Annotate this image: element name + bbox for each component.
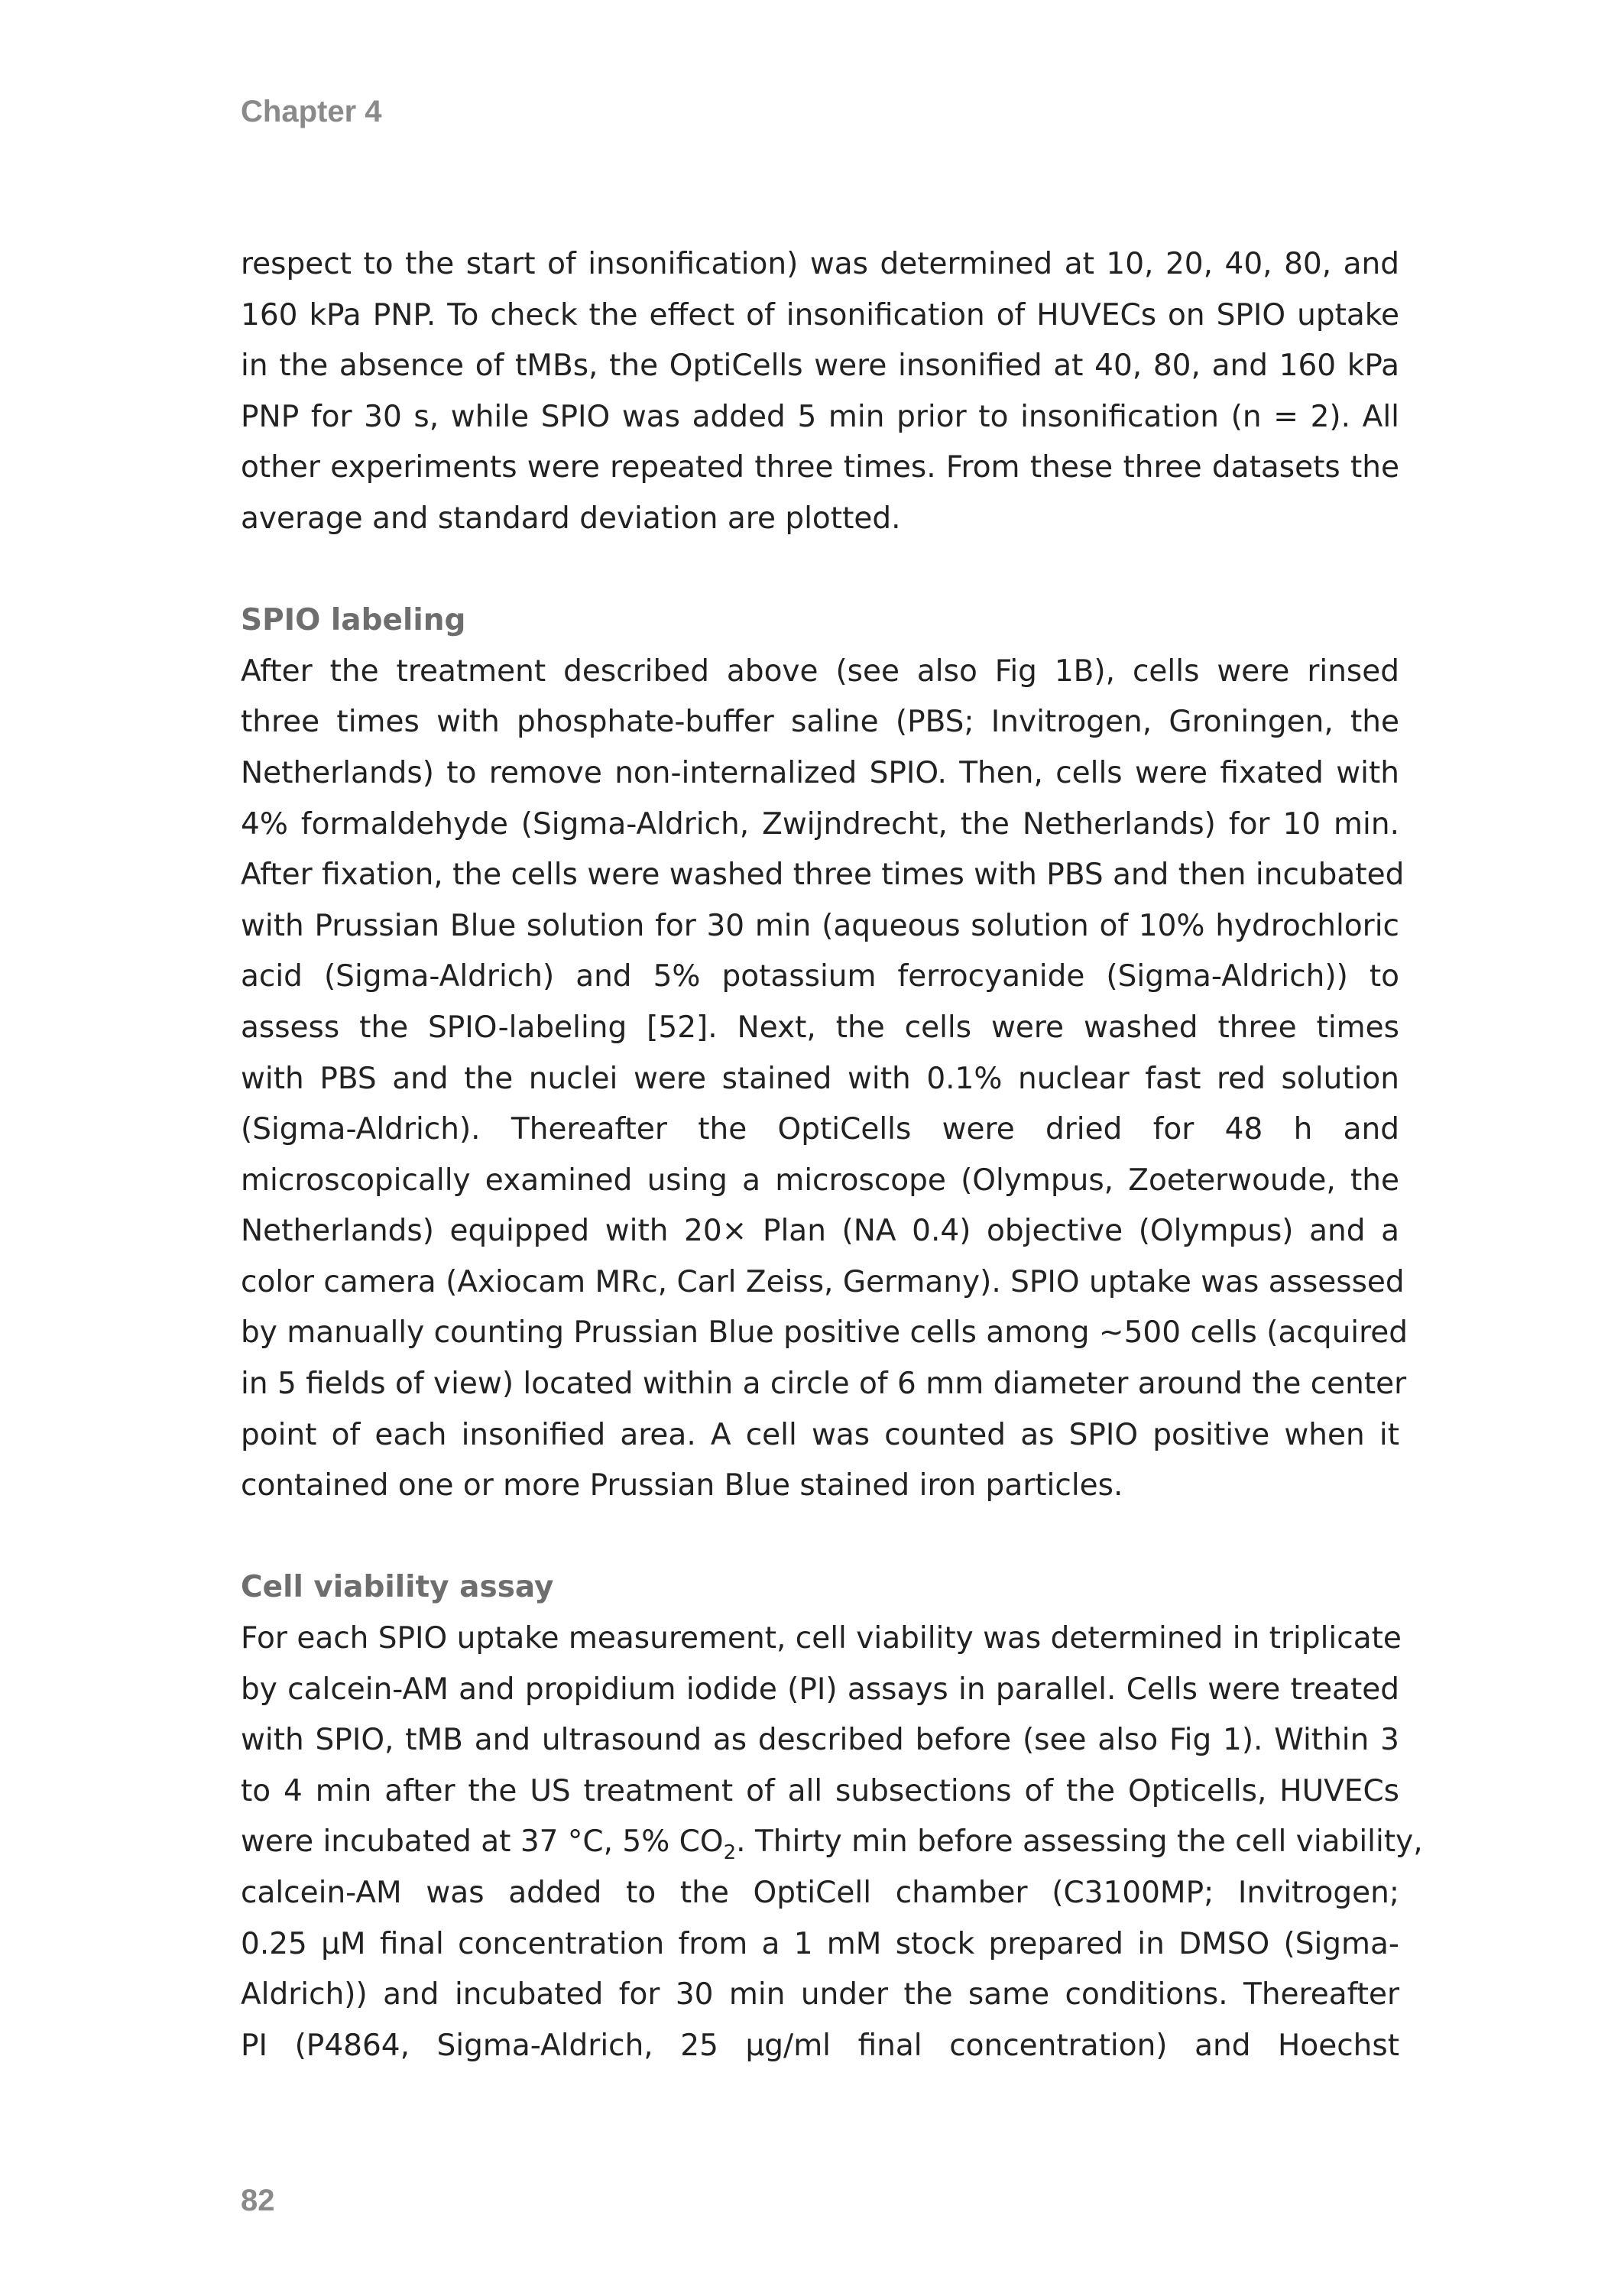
text-line: After the treatment described above (see also Fig 1B), cells were rinsed [241,654,1399,689]
text-line: with PBS and the nuclei were stained with 0.1% nuclear fast red solution [241,1061,1399,1096]
co2-text-after: . Thirty min before assessing the cell viability, [736,1824,1423,1860]
spio-labeling-section [241,595,1408,1512]
text-line: to 4 min after the US treatment of all subsections of the Opticells, HUVECs [241,1773,1399,1808]
text-line: Aldrich)) and incubated for 30 min under the same conditions. Thereafter [241,1977,1399,2012]
text-line: (Sigma-Aldrich). Thereafter the OptiCells were dried for 48 h and [241,1112,1399,1147]
chapter-header: Chapter 4 [241,95,382,128]
paragraph-spacer [241,1512,1399,1563]
text-line: by calcein-AM and propidium iodide (PI) assays in parallel. Cells were treated [241,1672,1399,1707]
text-line-co2 [241,1817,1423,1868]
cell-viability-section [241,1562,1423,2071]
text-line: microscopically examined using a microscope (Olympus, Zoeterwoude, the [241,1163,1399,1198]
text-line: 160 kPa PNP. To check the effect of insonification of HUVECs on SPIO uptake [241,297,1399,332]
section-heading: SPIO labeling [241,603,466,638]
text-line: 4% formaldehyde (Sigma-Aldrich, Zwijndrecht, the Netherlands) for 10 min. [241,806,1399,842]
text-line: After fixation, the cells were washed three times with PBS and then incubated [241,858,1405,893]
page-number: 82 [241,2184,275,2217]
section-heading: Cell viability assay [241,1570,554,1605]
text-line: PI (P4864, Sigma-Aldrich, 25 µg/ml final concentration) and Hoechst [241,2028,1399,2063]
text-line: contained one or more Prussian Blue stained iron particles. [241,1468,1123,1503]
text-line: in 5 fields of view) located within a circle of 6 mm diameter around the center [241,1367,1407,1402]
text-line: For each SPIO uptake measurement, cell viability was determined in triplicate [241,1621,1402,1656]
co2-subscript: 2 [723,1841,737,1865]
intro-paragraph [241,239,1399,545]
text-line: color camera (Axiocam MRc, Carl Zeiss, Germany). SPIO uptake was assessed [241,1264,1405,1299]
text-line: in the absence of tMBs, the OptiCells were insonified at 40, 80, and 160 kPa [241,349,1399,384]
text-line: Netherlands) to remove non-internalized SPIO. Then, cells were fixated with [241,755,1399,790]
text-line: acid (Sigma-Aldrich) and 5% potassium ferrocyanide (Sigma-Aldrich)) to [241,959,1399,994]
text-line: 0.25 µM final concentration from a 1 mM stock prepared in DMSO (Sigma- [241,1926,1399,1961]
text-line: with Prussian Blue solution for 30 min (aqueous solution of 10% hydrochloric [241,908,1399,943]
text-line: point of each insonified area. A cell was counted as SPIO positive when it [241,1417,1399,1452]
paragraph-spacer [241,545,1399,596]
text-line: PNP for 30 s, while SPIO was added 5 min prior to insonification (n = 2). All [241,399,1399,434]
text-line: three times with phosphate-buffer saline (PBS; Invitrogen, Groningen, the [241,705,1399,740]
co2-text-before: were incubated at 37 °C, 5% CO [241,1824,724,1860]
text-line: average and standard deviation are plotted. [241,501,901,536]
text-line: Netherlands) equipped with 20× Plan (NA 0.4) objective (Olympus) and a [241,1214,1399,1249]
text-line: by manually counting Prussian Blue positive cells among ~500 cells (acquired [241,1315,1408,1351]
text-line: assess the SPIO-labeling [52]. Next, the cells were washed three times [241,1010,1399,1045]
text-line: with SPIO, tMB and ultrasound as described before (see also Fig 1). Within 3 [241,1723,1399,1758]
text-line: respect to the start of insonification) was determined at 10, 20, 40, 80, and [241,247,1399,281]
text-line: other experiments were repeated three times. From these three datasets the [241,450,1399,485]
text-line: calcein-AM was added to the OptiCell chamber (C3100MP; Invitrogen; [241,1876,1399,1910]
body-text [241,239,1423,2071]
